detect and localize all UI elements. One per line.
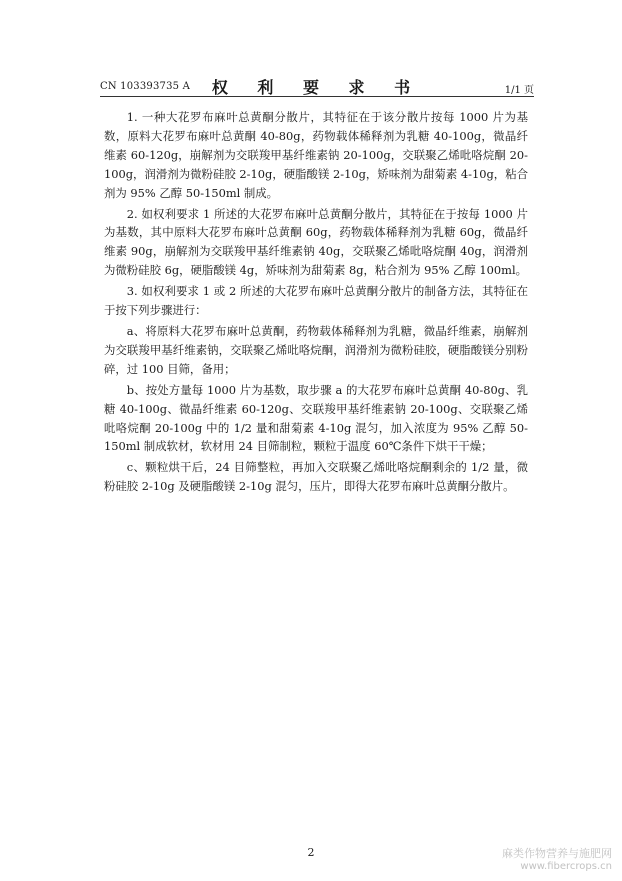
watermark-url: www.fibercrops.cn <box>520 861 612 872</box>
claim-3-step-a: a、将原料大花罗布麻叶总黄酮，药物载体稀释剂为乳糖，微晶纤维素，崩解剂为交联羧甲基纤维素钠，交联聚乙烯吡咯烷酮，润滑剂为微粉硅胶，硬脂酸镁分别粉碎，过 100 目筛，备用； <box>104 323 528 376</box>
header-rule <box>100 96 534 97</box>
page-info: 1/1 页 <box>504 85 534 96</box>
document-header <box>100 75 534 97</box>
claims-body <box>104 108 528 498</box>
claim-3-step-b: b、按处方量每 1000 片为基数，取步骤 a 的大花罗布麻叶总黄酮 40-80g、乳糖 40-100g、微晶纤维素 60-120g、交联羧甲基纤维素钠 20-100g、交联聚乙烯吡咯烷酮 20-100g 中的 1/2 量和甜菊素 4-10g 混匀，加入浓度为 95% 乙醇 50-150ml 制成软材，软材用 24 目筛制粒，颗粒于温度 60℃条件下烘干干燥； <box>104 382 528 454</box>
document-title: 权 利 要 求 书 <box>211 78 423 97</box>
page-number: 2 <box>307 846 315 859</box>
claim-3: 3. 如权利要求 1 或 2 所述的大花罗布麻叶总黄酮分散片的制备方法，其特征在于按下列步骤进行： <box>104 284 528 318</box>
claim-2: 2. 如权利要求 1 所述的大花罗布麻叶总黄酮分散片，其特征在于按每 1000 片为基数，其中原料大花罗布麻叶总黄酮 60g，药物载体稀释剂为乳糖 60g，微晶纤维素 90g，崩解剂为交联羧甲基纤维素钠 40g，交联聚乙烯吡咯烷酮 40g，润滑剂为微粉硅胶 6g，硬脂酸镁 4g，矫味剂为甜菊素 8g，粘合剂为 95% 乙醇 100ml。 <box>104 206 528 278</box>
claim-1: 1. 一种大花罗布麻叶总黄酮分散片，其特征在于该分散片按每 1000 片为基数，原料大花罗布麻叶总黄酮 40-80g，药物载体稀释剂为乳糖 40-100g，微晶纤维素 60-120g，崩解剂为交联羧甲基纤维素钠 20-100g，交联聚乙烯吡咯烷酮 20-100g，润滑剂为微粉硅胶 2-10g，硬脂酸镁 2-10g，矫味剂为甜菊素 4-10g，粘合剂为 95% 乙醇 50-150ml 制成。 <box>104 110 528 200</box>
publication-number: CN 103393735 A <box>100 81 191 92</box>
site-watermark <box>502 847 612 873</box>
watermark-site-name: 麻类作物营养与施肥网 <box>502 847 612 860</box>
claim-3-step-c: c、颗粒烘干后，24 目筛整粒，再加入交联聚乙烯吡咯烷酮剩余的 1/2 量，微粉硅胶 2-10g 及硬脂酸镁 2-10g 混匀，压片，即得大花罗布麻叶总黄酮分散片。 <box>104 460 528 494</box>
